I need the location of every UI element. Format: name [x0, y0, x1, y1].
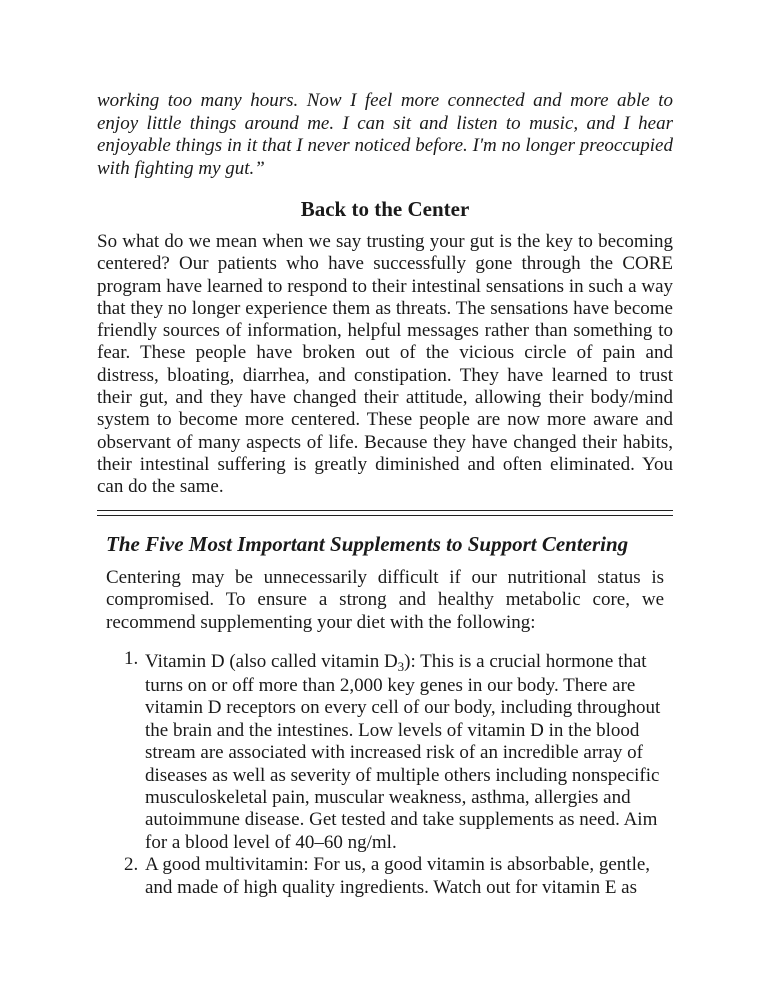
- quote-continuation: working too many hours. Now I feel more connected and more able to enjoy little things around me. I can sit and listen to music, and I hear enjoyable things in it that I never noticed before. I'm no longer preoccupied with fighting my gut.”: [97, 90, 673, 179]
- list-item-multivitamin: [106, 854, 666, 899]
- sidebar-title: The Five Most Important Supplements to Support Centering: [106, 532, 629, 556]
- list-number: 1.: [124, 648, 139, 669]
- list-item-vitamin-d: [106, 648, 666, 854]
- sidebar-intro: Centering may be unnecessarily difficult if our nutritional status is compromised. To ensure a strong and healthy metabolic core, we recommend supplementing your diet with the following:: [106, 567, 664, 633]
- list-item-lead: Vitamin D (also called vitamin D: [145, 651, 398, 672]
- list-item-first-line: [145, 648, 666, 675]
- list-number: 2.: [124, 854, 139, 876]
- sidebar-top-rule-second: [97, 515, 673, 516]
- subscript: 3: [397, 659, 405, 674]
- supplement-list: [106, 648, 666, 899]
- list-item-body: A good multivitamin: For us, a good vitamin is absorbable, gentle, and made of high quality ingredients. Watch out for vitamin E as: [145, 854, 651, 898]
- section-heading: Back to the Center: [300, 197, 470, 221]
- section-paragraph: So what do we mean when we say trusting your gut is the key to becoming centered? Our patients who have successfully gone through the CORE program have learned to respond to their intestinal sensations in such a way that they no longer experience them as threats. The sensations have become friendly sources of information, helpful messages rather than something to fear. These people have broken out of the vicious circle of pain and distress, bloating, diarrhea, and constipation. They have learned to trust their gut, and they have changed their attitude, allowing their body/mind system to become more centered. These people are now more aware and observant of many aspects of life. Because they have changed their habits, their intestinal suffering is greatly diminished and often eliminated. You can do the same.: [97, 231, 673, 498]
- sidebar-top-rule: [97, 510, 673, 511]
- list-item-lead-end: ): This is a crucial hormone that: [404, 651, 647, 672]
- list-item-body: turns on or off more than 2,000 key genes in our body. There are vitamin D receptors on every cell of our body, including throughout the brain and the intestines. Low levels of vitamin D in the blood stream are associated with increased risk of an incredible array of diseases as well as severity of multiple others including nonspecific musculoskeletal pain, muscular weakness, asthma, allergies and autoimmune disease. Get tested and take supplements as need. Aim for a blood level of 40–60 ng/ml.: [145, 675, 661, 853]
